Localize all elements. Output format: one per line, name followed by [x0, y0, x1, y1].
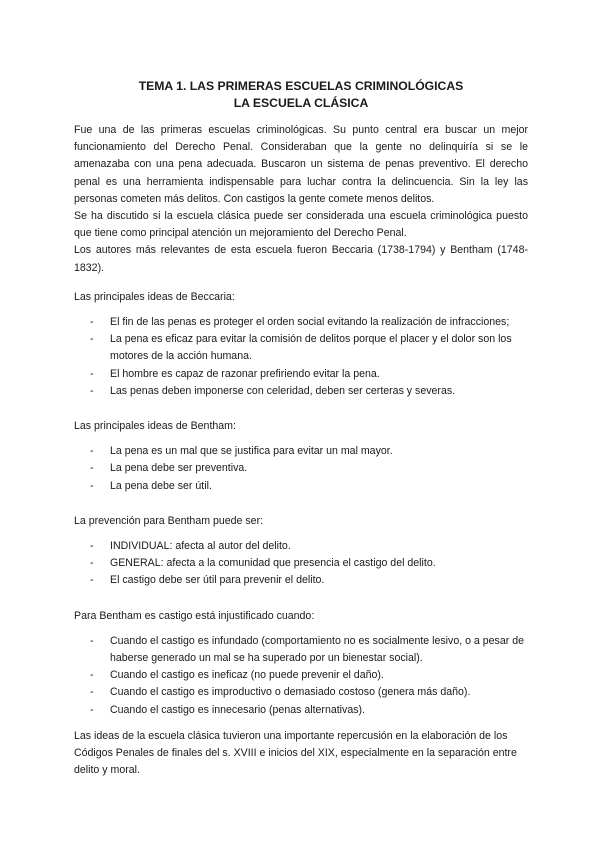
list-item-text: GENERAL: afecta a la comunidad que presencia el castigo del delito.	[110, 557, 436, 570]
intro-paragraph-2: Se ha discutido si la escuela clásica puede ser considerada una escuela criminológica puesto que tiene como principal atención un mejoramiento del Derecho Penal.	[74, 210, 528, 240]
list-item-text: El castigo debe ser útil para prevenir el delito.	[110, 574, 325, 587]
list-item	[74, 684, 528, 701]
list-item	[74, 538, 528, 555]
list-item-text: La pena debe ser preventiva.	[110, 462, 248, 475]
list-item-text: La pena es eficaz para evitar la comisión de delitos porque el placer y el dolor son los motores de la acción humana.	[110, 333, 512, 363]
list-dash: -	[90, 686, 94, 699]
list-dash: -	[90, 445, 94, 458]
list-dash: -	[90, 462, 94, 475]
title-line-1: TEMA 1. LAS PRIMERAS ESCUELAS CRIMINOLÓGICAS	[138, 79, 464, 93]
list-item-text: La pena debe ser útil.	[110, 479, 212, 492]
list-dash: -	[90, 634, 94, 647]
list-item-text: Cuando el castigo es improductivo o demasiado costoso (genera más daño).	[110, 686, 471, 699]
list-item	[74, 331, 528, 365]
castigo-heading: Para Bentham es castigo está injustificado cuando:	[74, 609, 315, 622]
list-item-text: Cuando el castigo es infundado (comportamiento no es socialmente lesivo, o a pesar de haberse generado un mal se ha superado por un bienestar social).	[110, 634, 524, 665]
list-item	[74, 555, 528, 572]
list-item-text: El hombre es capaz de razonar prefiriendo evitar la pena.	[110, 367, 380, 380]
list-item	[74, 667, 528, 684]
list-item	[74, 633, 528, 667]
beccaria-heading: Las principales ideas de Beccaria:	[74, 290, 235, 303]
list-dash: -	[90, 333, 94, 346]
list-item	[74, 383, 528, 400]
list-dash: -	[90, 574, 94, 587]
list-item	[74, 460, 528, 477]
intro-paragraph-3: Los autores más relevantes de esta escuela fueron Beccaria (1738-1794) y Bentham (1748-1832).	[74, 244, 528, 274]
title-line-2: LA ESCUELA CLÁSICA	[233, 96, 369, 110]
list-item	[74, 478, 528, 495]
list-dash: -	[90, 557, 94, 570]
list-item-text: Cuando el castigo es ineficaz (no puede prevenir el daño).	[110, 669, 384, 682]
intro-paragraph-1: Fue una de las primeras escuelas criminológicas. Su punto central era buscar un mejor funcionamiento del Derecho Penal. Consideraban que la gente no delinquiría si se le amenazaba con una pena adecuada. Buscaron un sistema de penas preventivo. El derecho penal es una herramienta indispensable para luchar contra la delincuencia. Sin la ley las personas cometen más delitos. Con castigos la gente comete menos delitos.	[74, 124, 528, 205]
bentham-list	[74, 443, 528, 495]
list-item-text: La pena es un mal que se justifica para evitar un mal mayor.	[110, 445, 393, 458]
list-item-text: Las penas deben imponerse con celeridad, deben ser certeras y severas.	[110, 384, 456, 397]
list-dash: -	[90, 540, 94, 553]
list-item	[74, 702, 528, 719]
list-item	[74, 443, 528, 460]
list-dash: -	[90, 703, 94, 716]
list-item	[74, 572, 528, 589]
list-dash: -	[90, 479, 94, 492]
castigo-list	[74, 633, 528, 719]
list-item-text: El fin de las penas es proteger el orden social evitando la realización de infracciones;	[110, 316, 510, 329]
list-dash: -	[90, 669, 94, 682]
list-item-text: INDIVIDUAL: afecta al autor del delito.	[110, 540, 291, 553]
list-item	[74, 366, 528, 383]
list-item	[74, 314, 528, 331]
list-dash: -	[90, 316, 94, 329]
conclusion-paragraph: Las ideas de la escuela clásica tuvieron una importante repercusión en la elaboración de los Códigos Penales de finales del s. XVIII e inicios del XIX, especialmente en la separación entre delito y moral.	[74, 729, 517, 777]
bentham-heading: Las principales ideas de Bentham:	[74, 420, 236, 433]
prevencion-heading: La prevención para Bentham puede ser:	[74, 514, 264, 527]
list-dash: -	[90, 384, 94, 397]
list-dash: -	[90, 367, 94, 380]
beccaria-list	[74, 314, 528, 400]
list-item-text: Cuando el castigo es innecesario (penas alternativas).	[110, 703, 365, 716]
prevencion-list	[74, 538, 528, 590]
